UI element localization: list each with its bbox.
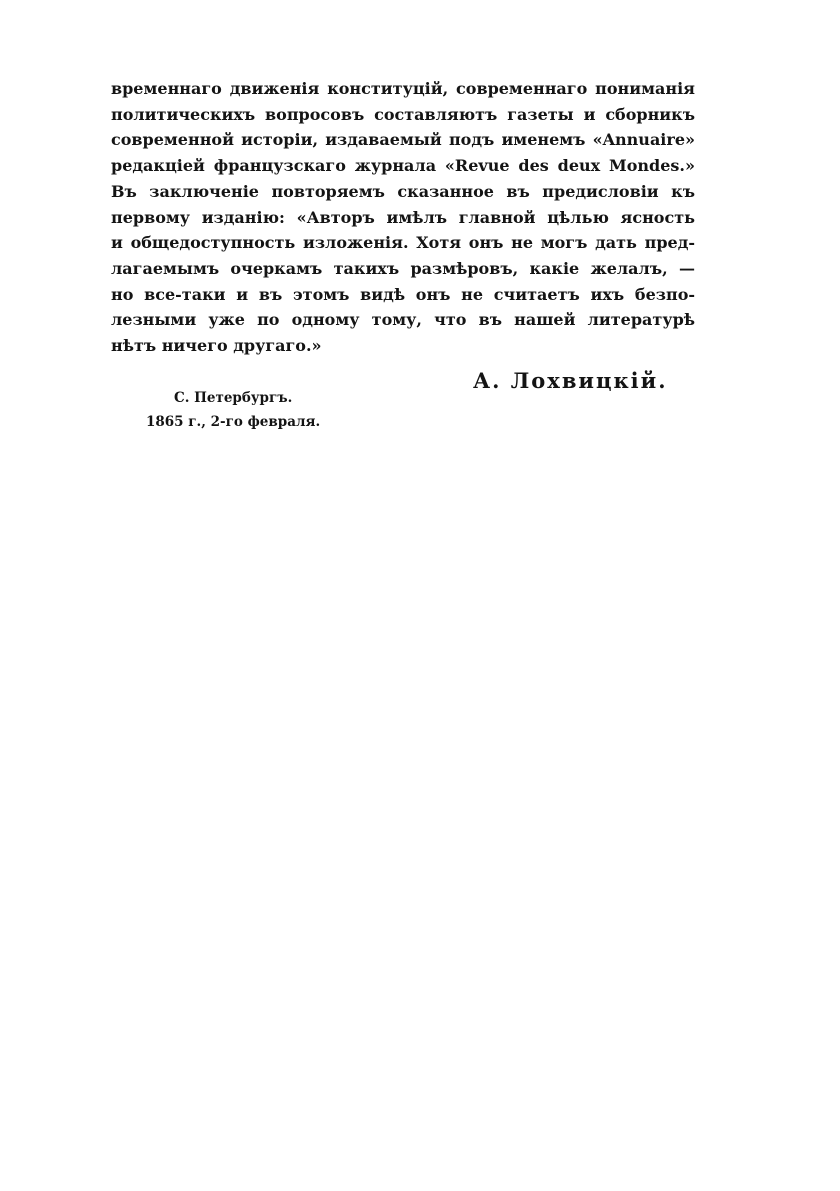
text-line: современной исторіи, издаваемый подъ именемъ «Annuaire» bbox=[111, 130, 695, 150]
text-line: но все-таки и въ этомъ видѣ онъ не считаетъ ихъ безпо- bbox=[111, 284, 695, 304]
text-line: Въ заключеніе повторяемъ сказанное въ предисловіи къ bbox=[111, 181, 695, 201]
body-paragraph bbox=[111, 76, 695, 359]
text-line: первому изданію: «Авторъ имѣлъ главной цѣлью ясность bbox=[111, 207, 695, 227]
text-line: нѣтъ ничего другаго.» bbox=[111, 336, 322, 356]
text-line: и общедоступность изложенія. Хотя онъ не могъ дать пред- bbox=[111, 233, 695, 253]
place-line: С. Петербургъ. bbox=[174, 390, 293, 406]
author-signature: А. Лохвицкій. bbox=[473, 368, 668, 393]
text-line: лезными уже по одному тому, что въ нашей литературѣ bbox=[111, 310, 695, 330]
text-line: лагаемымъ очеркамъ такихъ размѣровъ, какіе желалъ, — bbox=[111, 258, 695, 278]
text-line: политическихъ вопросовъ составляютъ газеты и сборникъ bbox=[111, 104, 695, 124]
text-line: временнаго движенія конституцій, современнаго пониманія bbox=[111, 79, 695, 98]
date-line: 1865 г., 2-го февраля. bbox=[146, 414, 321, 430]
text-line: редакціей французскаго журнала «Revue des deux Mondes.» bbox=[111, 156, 695, 176]
